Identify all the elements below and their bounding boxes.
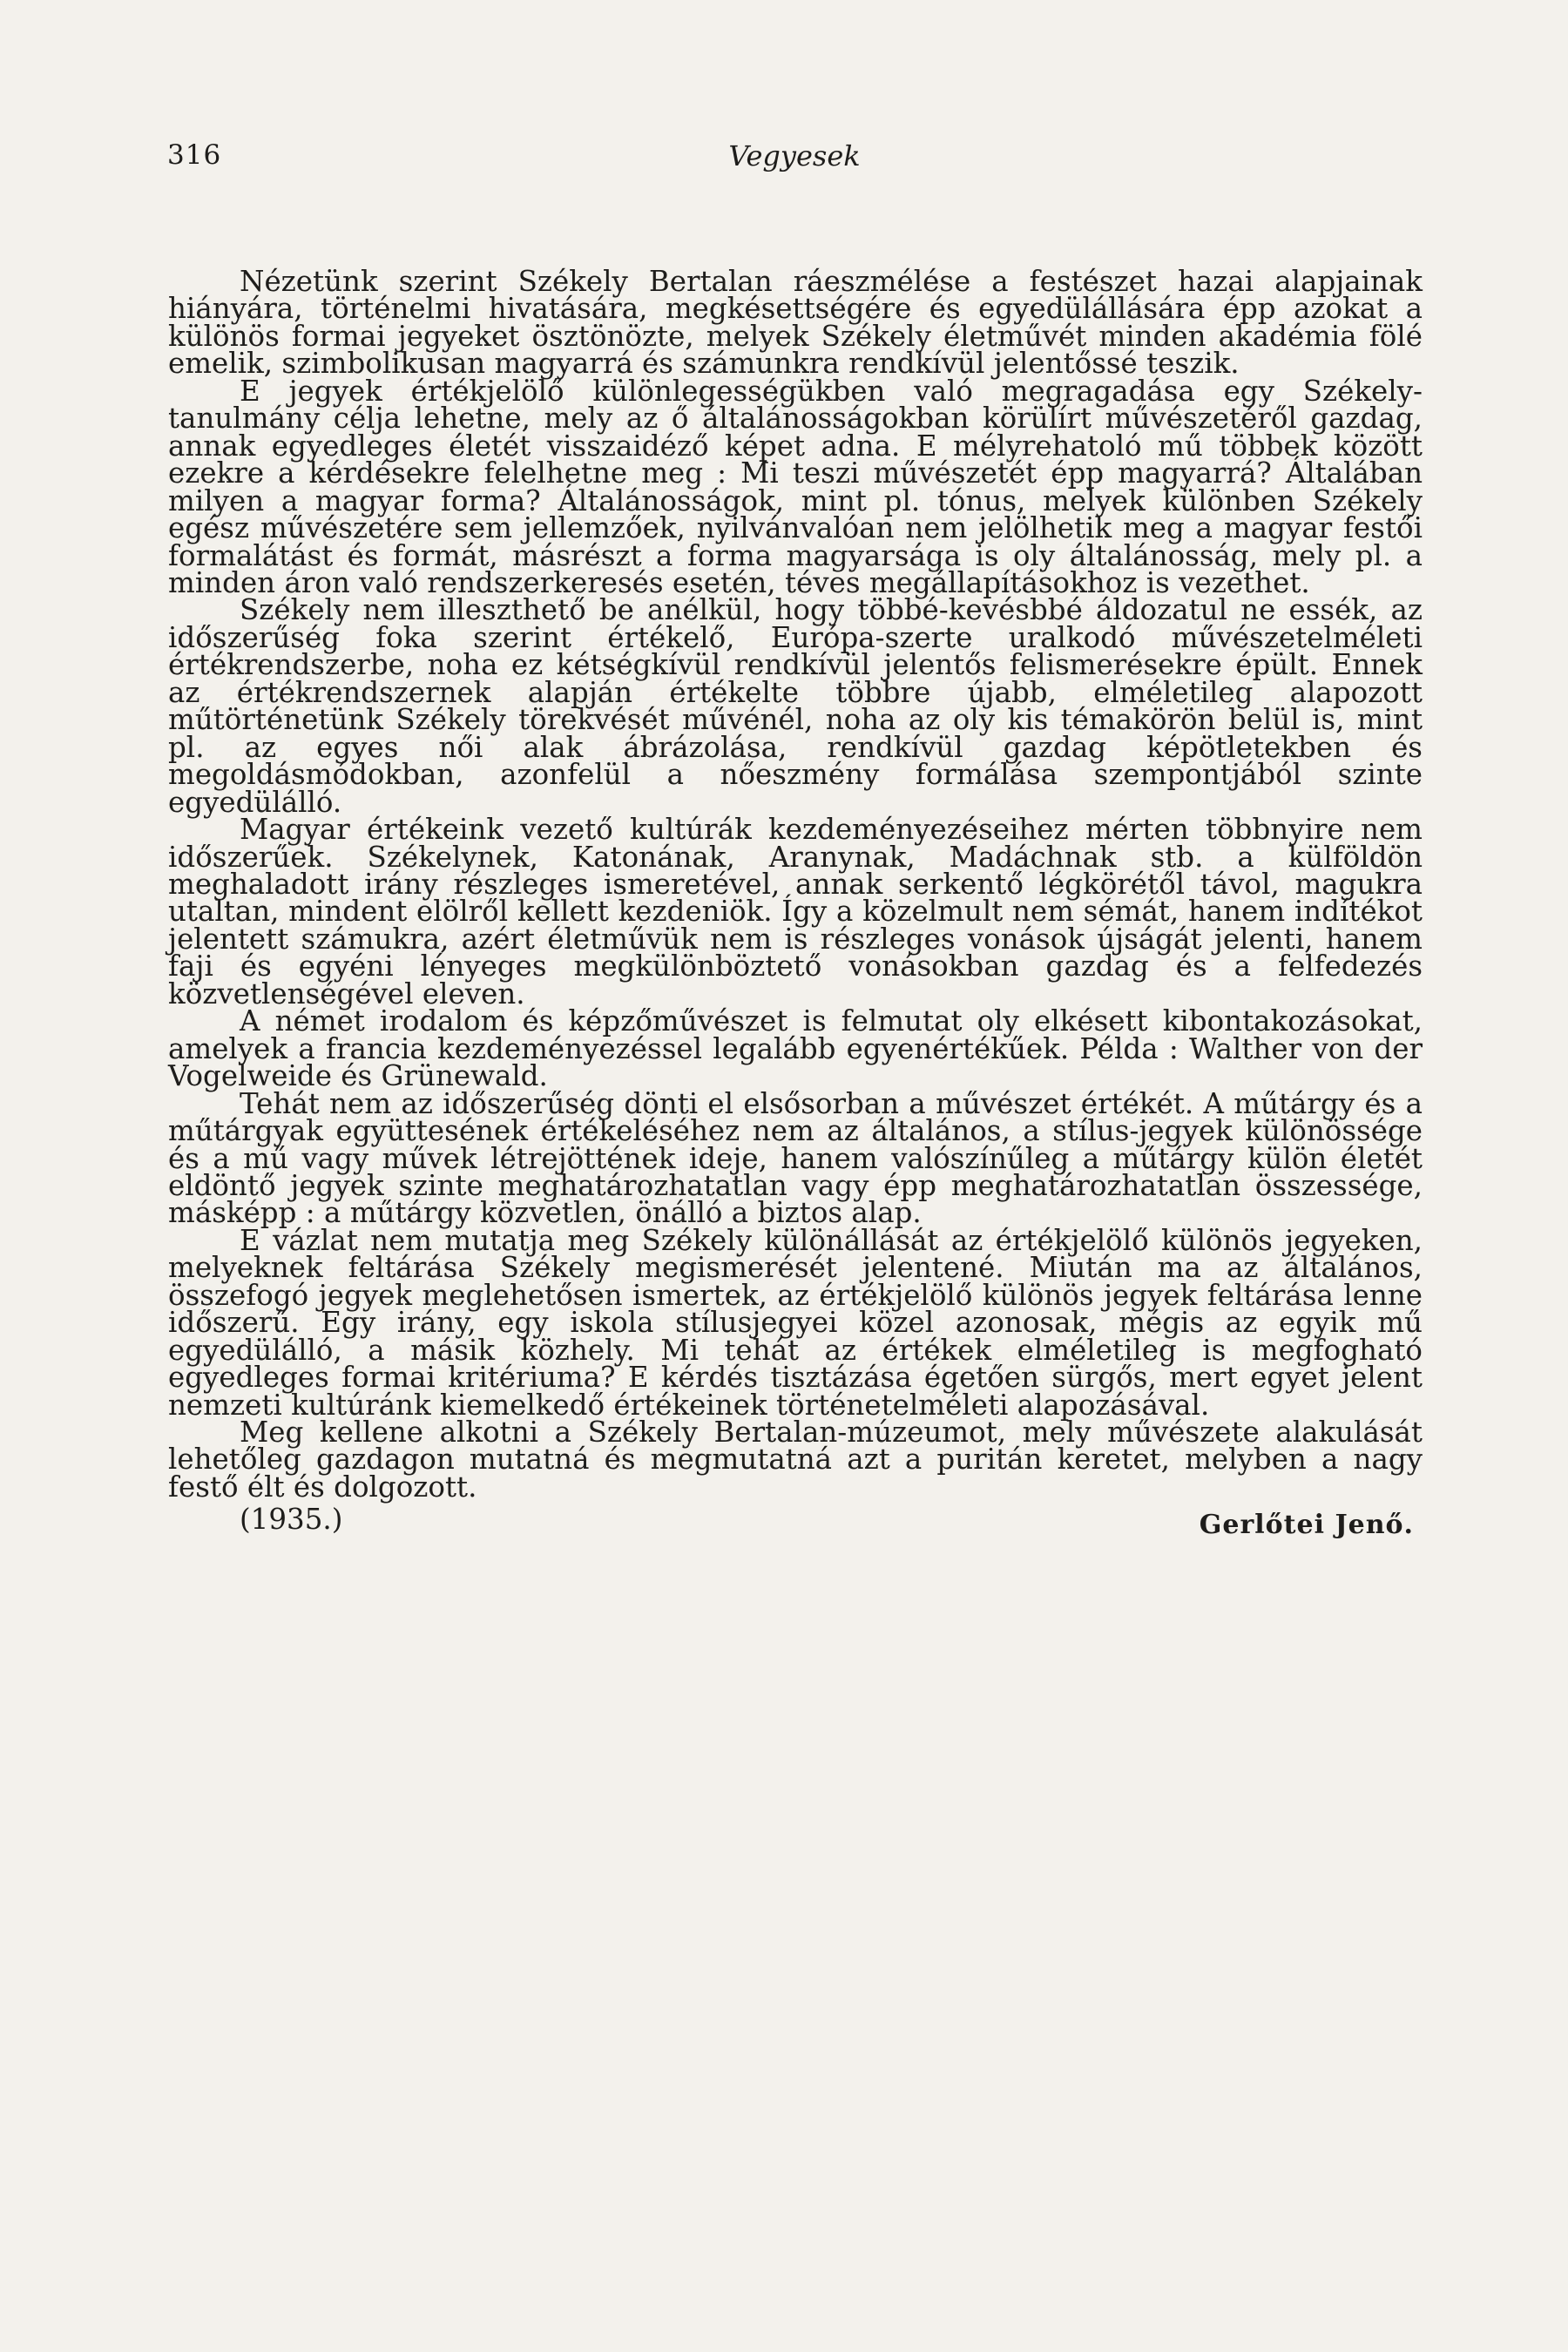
paragraph-2: E jegyek értékjelölő különlegességükben való megragadása egy Székely-tanulmány célja lehetne, mely az ő általánosságokban körülírt művészetéről gazdag, annak egyedleges életét visszaidéző képet adna. E mélyrehatoló mű többek között ezekre a kérdésekre felelhetne meg : Mi teszi művészetét épp magyarrá? Általában milyen a magyar forma? Általánosságok, mint pl. tónus, melyek különben Székely egész művészetére sem jellemzőek, nyilvánvalóan nem jelölhetik meg a magyar festői formalátást és formát, másrészt a forma magyarsága is oly általánosság, mely pl. a minden áron való rendszerkeresés esetén, téves megállapításokhoz is vezethet. [168, 374, 1423, 599]
paragraph-6: Tehát nem az időszerűség dönti el elsősorban a művészet értékét. A műtárgy és a műtárgyak együttesének értékeléséhez nem az általános, a stílus-jegyek különössége és a mű vagy művek létrejöttének ideje, hanem valószínűleg a műtárgy külön életét eldöntő jegyek szinte meghatározhatatlan vagy épp meghatározhatatlan összessége, másképp : a műtárgy közvetlen, önálló a biztos alap. [168, 1086, 1423, 1230]
paragraph-8: Meg kellene alkotni a Székely Bertalan-múzeumot, mely művészete alakulását lehetőleg gazdagon mutatná és megmutatná azt a puritán keretet, melyben a nagy festő élt és dolgozott. [168, 1416, 1423, 1504]
page-number: 316 [167, 139, 222, 171]
article-body [168, 265, 1423, 1541]
paragraph-5: A német irodalom és képzőművészet is felmutat oly elkésett kibontakozásokat, amelyek a francia kezdeményezéssel legalább egyenértékűek. Példa : Walther von der Vogelweide és Grünewald. [168, 1004, 1423, 1093]
closing-line [168, 1503, 1423, 1541]
author-signature: Gerlőtei Jenő. [1199, 1510, 1414, 1541]
running-head [167, 139, 1422, 183]
paragraph-4: Magyar értékeink vezető kultúrák kezdeményezéseihez mérten többnyire nem időszerűek. Székelynek, Katonának, Aranynak, Madáchnak stb. a külföldön meghaladott irány részleges ismeretével, annak serkentő légkörétől távol, magukra utaltan, mindent elölről kellett kezdeniök. Így a közelmult nem sémát, hanem indítékot jelentett számukra, azért életművük nem is részleges vonások újságát jelenti, hanem faji és egyéni lényeges megkülönböztető vonásokban gazdag és a felfedezés közvetlenségével eleven. [168, 813, 1423, 1010]
paragraph-7: E vázlat nem mutatja meg Székely különállását az értékjelölő különös jegyeken, melyeknek feltárása Székely megismerését jelentené. Miután ma az általános, összefogó jegyek meglehetősen ismertek, az értékjelölő különös jegyek feltárása lenne időszerű. Egy irány, egy iskola stílusjegyei közel azonosak, mégis az egyik mű egyedülálló, a másik közhely. Mi tehát az értékek elméletileg is megfogható egyedleges formai kritériuma? E kérdés tisztázása égetően sürgős, mert egyet jelent nemzeti kultúránk kiemelkedő értékeinek történetelméleti alapozásával. [168, 1223, 1423, 1422]
paragraph-3: Székely nem illeszthető be anélkül, hogy többé-kevésbbé áldozatul ne essék, az időszerűség foka szerint értékelő, Európa-szerte uralkodó művészetelméleti értékrendszerbe, noha ez kétségkívül rendkívül jelentős felismerésekre épült. Ennek az értékrendszernek alapján értékelte többre újabb, elméletileg alapozott műtörténetünk Székely törekvését művénél, noha az oly kis témakörön belül is, mint pl. az egyes női alak ábrázolása, rendkívül gazdag képötletekben és megoldásmódokban, azonfelül a nőeszmény formálása szempontjából szinte egyedülálló. [168, 593, 1423, 819]
running-title: Vegyesek [728, 139, 861, 172]
date-note: (1935.) [240, 1503, 343, 1537]
paragraph-1: Nézetünk szerint Székely Bertalan ráeszmélése a festészet hazai alapjainak hiányára, történelmi hivatására, megkésettségére és egyedülállására épp azokat a különös formai jegyeket ösztönözte, melyek Székely életművét minden akadémia fölé emelik, szimbolikusan magyarrá és számunkra rendkívül jelentőssé teszik. [168, 265, 1423, 381]
